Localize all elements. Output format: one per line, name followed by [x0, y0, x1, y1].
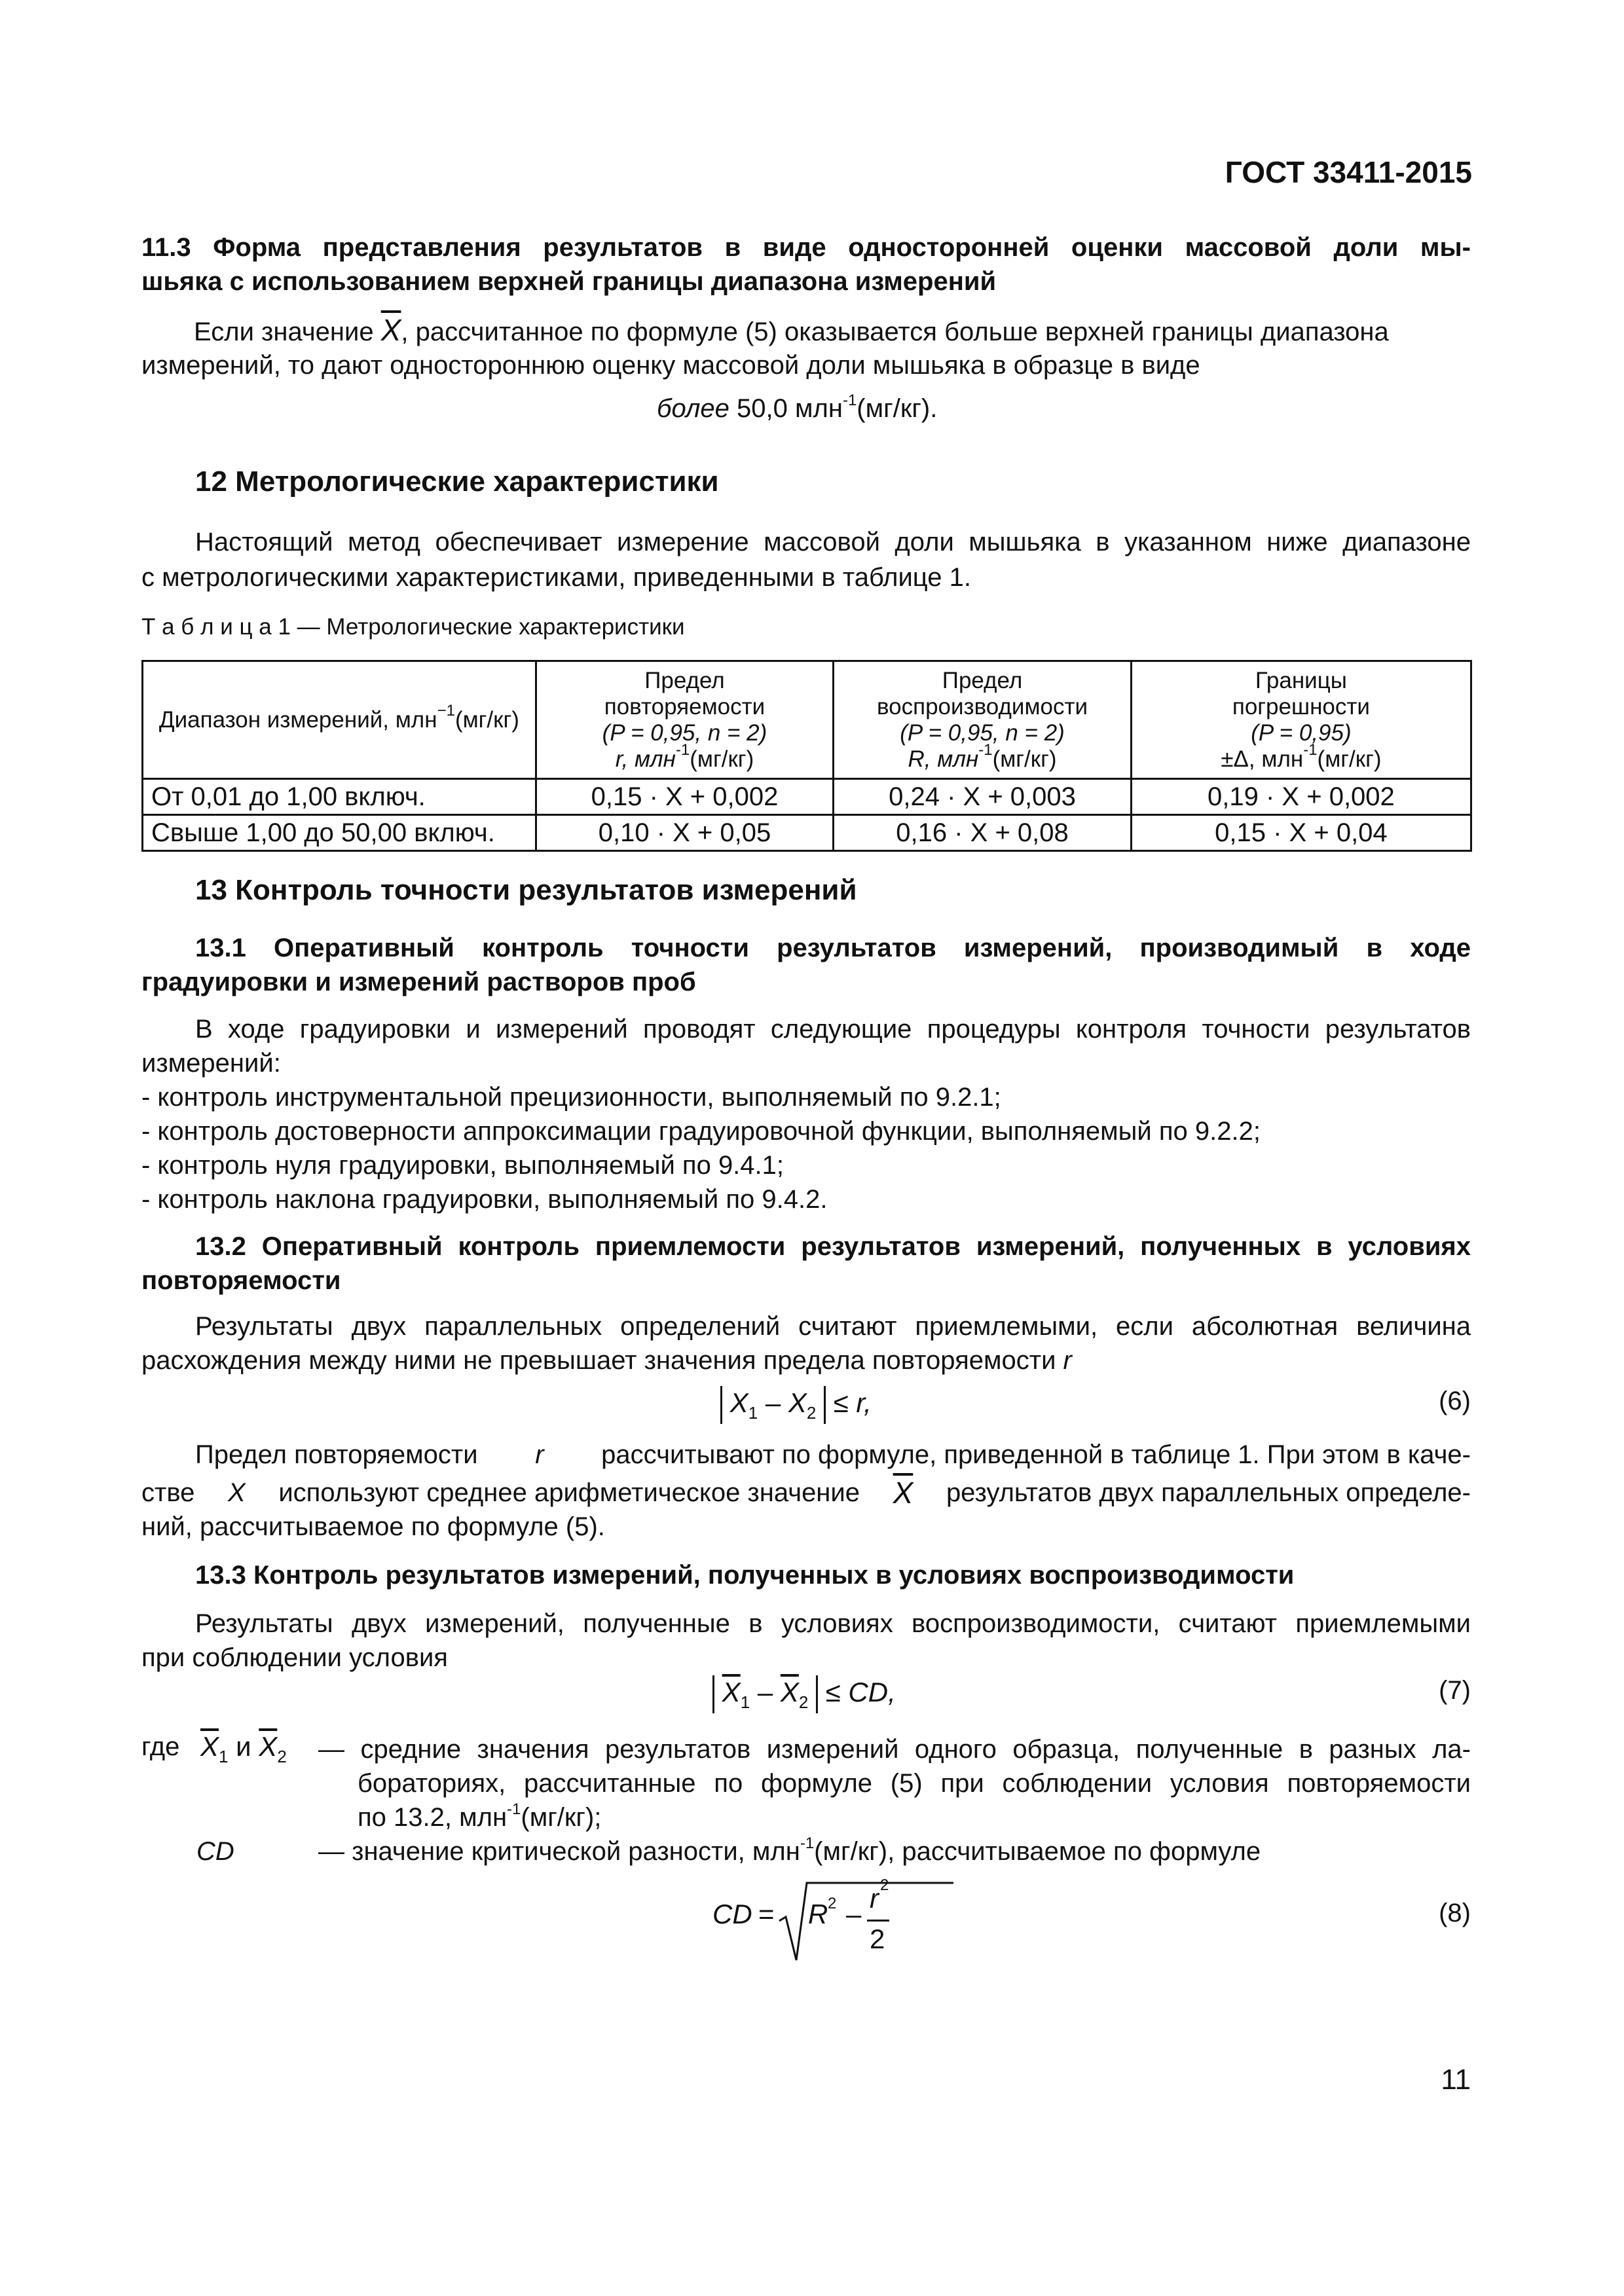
header-error-bounds: Границы погрешности (P = 0,95) ±Δ, млн$^{-1}$(мг/кг): [1131, 661, 1471, 779]
section-13-heading: 13 Контроль точности результатов измерений: [195, 874, 857, 906]
section-13-2-paragraph-line2: расхождения между ними не превышает значения предела повторяемости r: [141, 1346, 1072, 1375]
list-item: - контроль инструментальной прецизионности, выполняемый по 9.2.1;: [141, 1083, 1001, 1112]
def1-line1: — средние значения результатов измерений одного образца, полученные в разных ла-: [318, 1735, 1471, 1764]
after-6-line1: Предел повторяемости r рассчитывают по формуле, приведенной в таблице 1. При этом в каче-: [195, 1440, 1471, 1469]
cell-r: 0,10 · X + 0,05: [536, 815, 833, 851]
section-13-1-heading-line1: 13.1 Оперативный контроль точности результатов измерений, производимый в ходе: [195, 934, 1471, 962]
table-caption: Т а б л и ц а 1 — Метрологические характеристики: [141, 614, 685, 640]
section-12-heading: 12 Метрологические характеристики: [195, 465, 719, 498]
section-13-1-paragraph-line2: измерений:: [141, 1049, 281, 1078]
cell-R: 0,24 · X + 0,003: [834, 779, 1132, 815]
list-item: - контроль нуля градуировки, выполняемый по 9.4.1;: [141, 1151, 784, 1180]
cell-range: Свыше 1,00 до 50,00 включ.: [143, 815, 536, 851]
cell-R: 0,16 · X + 0,08: [834, 815, 1132, 851]
def2-symbol: CD: [196, 1837, 234, 1866]
table-header-row: [143, 661, 1471, 779]
header-reproducibility: Предел воспроизводимости (P = 0,95, n = 2) R, млн$^{-1}$(мг/кг): [834, 661, 1132, 779]
abs-bar-left: [720, 1386, 722, 1424]
result-expression: более 50,0 млн$^{-1}$(мг/кг).: [657, 392, 938, 423]
cell-delta: 0,15 · X + 0,04: [1131, 815, 1471, 851]
formula-6: $X_1 - X_2 \le r$,: [720, 1383, 872, 1424]
formula-6-number: (6): [1439, 1387, 1471, 1415]
where-label: где: [141, 1732, 180, 1761]
after-6-line2: стве X используют среднее арифметическое значение $\overline{X}$ результатов двух параллельных определе-: [141, 1476, 1471, 1510]
cell-range: От 0,01 до 1,00 включ.: [143, 779, 536, 815]
section-11-3-heading-line1: 11.3 Форма представления результатов в виде односторонней оценки массовой доли мы-: [141, 233, 1471, 262]
section-12-paragraph-line1: Настоящий метод обеспечивает измерение массовой доли мышьяка в указанном ниже диапазоне: [195, 528, 1471, 556]
section-11-3-heading-line2: шьяка с использованием верхней границы диапазона измерений: [141, 267, 997, 296]
section-13-2-heading-line1: 13.2 Оперативный контроль приемлемости результатов измерений, полученных в условиях: [195, 1232, 1471, 1261]
section-11-3-paragraph-line2: измерений, то дают одностороннюю оценку массовой доли мышьяка в образце в виде: [141, 351, 1200, 380]
standard-number: ГОСТ 33411-2015: [1225, 155, 1472, 189]
abs-bar-left: [712, 1675, 714, 1713]
formula-7: $\overline{X}_1 - \overline{X}_2$ ≤ CD,: [712, 1672, 896, 1713]
section-13-1-paragraph-line1: В ходе градуировки и измерений проводят следующие процедуры контроля точности результатов: [195, 1015, 1471, 1044]
metrology-table: [141, 660, 1472, 852]
x-mean-symbol: $\overline{X}$: [380, 313, 401, 347]
section-13-3-heading: 13.3 Контроль результатов измерений, полученных в условиях воспроизводимости: [195, 1561, 1295, 1590]
list-item: - контроль наклона градуировки, выполняемый по 9.4.2.: [141, 1185, 828, 1214]
section-12-paragraph-line2: с метрологическими характеристиками, приведенными в таблице 1.: [141, 563, 971, 592]
section-13-3-paragraph-line2: при соблюдении условия: [141, 1643, 448, 1672]
para-text: Если значение $\overline{X}$, рассчитанное по формуле (5) оказывается больше верхней границы диапазона: [194, 313, 1389, 347]
radical-sign: [778, 1874, 955, 1965]
def1-line3: по 13.2, млн$^{-1}$(мг/кг);: [358, 1800, 602, 1832]
formula-7-number: (7): [1439, 1676, 1471, 1705]
section-13-3-paragraph-line1: Результаты двух измерений, полученные в условиях воспроизводимости, считают приемлемыми: [195, 1609, 1471, 1638]
section-13-1-heading-line2: градуировки и измерений растворов проб: [141, 968, 696, 996]
def1-symbols: $\overline{X}_1$ и $\overline{X}_2$: [200, 1731, 287, 1766]
table-row: [143, 815, 1471, 851]
cell-delta: 0,19 · X + 0,002: [1131, 779, 1471, 815]
def2-text: — значение критической разности, млн$^{-1}$(мг/кг), рассчитываемое по формуле: [318, 1834, 1261, 1866]
section-11-3-paragraph-line1: [194, 313, 1471, 349]
def1-line2: бораториях, рассчитанные по формуле (5) при соблюдении условия повторяемости: [358, 1769, 1471, 1798]
table-row: [143, 779, 1471, 815]
header-repeatability: Предел повторяемости (P = 0,95, n = 2) r, млн$^{-1}$(мг/кг): [536, 661, 833, 779]
formula-8: CD = R 2 – r 2 2: [712, 1874, 909, 1965]
cell-r: 0,15 · X + 0,002: [536, 779, 833, 815]
section-13-2-heading-line2: повторяемости: [141, 1266, 341, 1295]
fraction-bar: [867, 1920, 889, 1922]
header-range: Диапазон измерений, млн$^{-1}$(мг/кг): [143, 661, 536, 779]
list-item: - контроль достоверности аппроксимации градуировочной функции, выполняемый по 9.2.2;: [141, 1117, 1261, 1146]
after-6-line3: ний, рассчитываемое по формуле (5).: [141, 1512, 605, 1541]
formula-8-number: (8): [1439, 1899, 1471, 1927]
page-number: 11: [1441, 2064, 1471, 2096]
section-13-2-paragraph-line1: Результаты двух параллельных определений считают приемлемыми, если абсолютная величина: [195, 1312, 1471, 1341]
